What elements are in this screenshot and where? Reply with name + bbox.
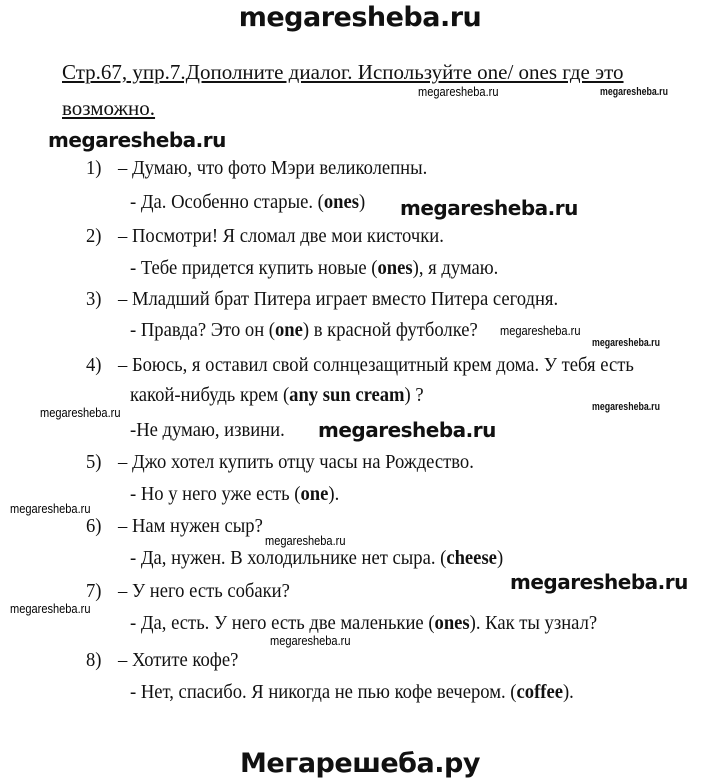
item-answer: - Да, есть. У него есть две маленькие (ones). Как ты узнал? [130,612,598,634]
item-number: 4) [86,354,102,376]
watermark: megaresheba.ru [500,323,581,338]
watermark: megaresheba.ru [270,633,351,648]
item-number: 3) [86,288,102,310]
watermark: megaresheba.ru [400,196,578,220]
item-question-continued: какой-нибудь крем (any sun cream) ? [130,384,424,406]
watermark: megaresheba.ru [10,601,91,616]
header-site-name: megaresheba.ru [238,2,482,33]
item-answer: - Но у него уже есть (one). [130,483,340,505]
item-question: – Боюсь, я оставил свой солнцезащитный крем дома. У тебя есть [118,354,634,376]
item-answer: - Да, нужен. В холодильнике нет сыра. (cheese) [130,547,504,569]
watermark: megaresheba.ru [48,128,226,152]
item-question: – Думаю, что фото Мэри великолепны. [118,157,428,179]
item-question: – Посмотри! Я сломал две мои кисточки. [118,225,444,247]
heading-line-2: возможно. [62,96,156,120]
item-number: 1) [86,157,102,179]
item-number: 6) [86,515,102,537]
watermark: megaresheba.ru [592,401,660,413]
item-answer: - Да. Особенно старые. (ones) [130,191,366,213]
footer-site-name: Мегарешеба.ру [240,748,480,779]
item-question: – Хотите кофе? [118,649,239,671]
item-answer: - Правда? Это он (one) в красной футболке? [130,319,478,341]
watermark: megaresheba.ru [600,86,668,98]
item-answer: - Нет, спасибо. Я никогда не пью кофе вечером. (coffee). [130,681,574,703]
item-number: 7) [86,580,102,602]
item-answer: - Тебе придется купить новые (ones), я думаю. [130,257,499,279]
watermark: megaresheba.ru [265,533,346,548]
item-answer: -Не думаю, извини. [130,419,285,441]
item-question: – Младший брат Питера играет вместо Питера сегодня. [118,288,559,310]
item-question: – У него есть собаки? [118,580,290,602]
watermark: megaresheba.ru [418,84,499,99]
item-question: – Нам нужен сыр? [118,515,263,537]
item-question: – Джо хотел купить отцу часы на Рождество. [118,451,474,473]
watermark: megaresheba.ru [40,405,121,420]
item-number: 2) [86,225,102,247]
watermark: megaresheba.ru [10,501,91,516]
watermark: megaresheba.ru [592,337,660,349]
item-number: 8) [86,649,102,671]
watermark: megaresheba.ru [318,418,496,442]
heading-line-1: Стр.67, упр.7.Дополните диалог. Используйте one/ ones где это [62,60,624,84]
watermark: megaresheba.ru [510,570,688,594]
item-number: 5) [86,451,102,473]
